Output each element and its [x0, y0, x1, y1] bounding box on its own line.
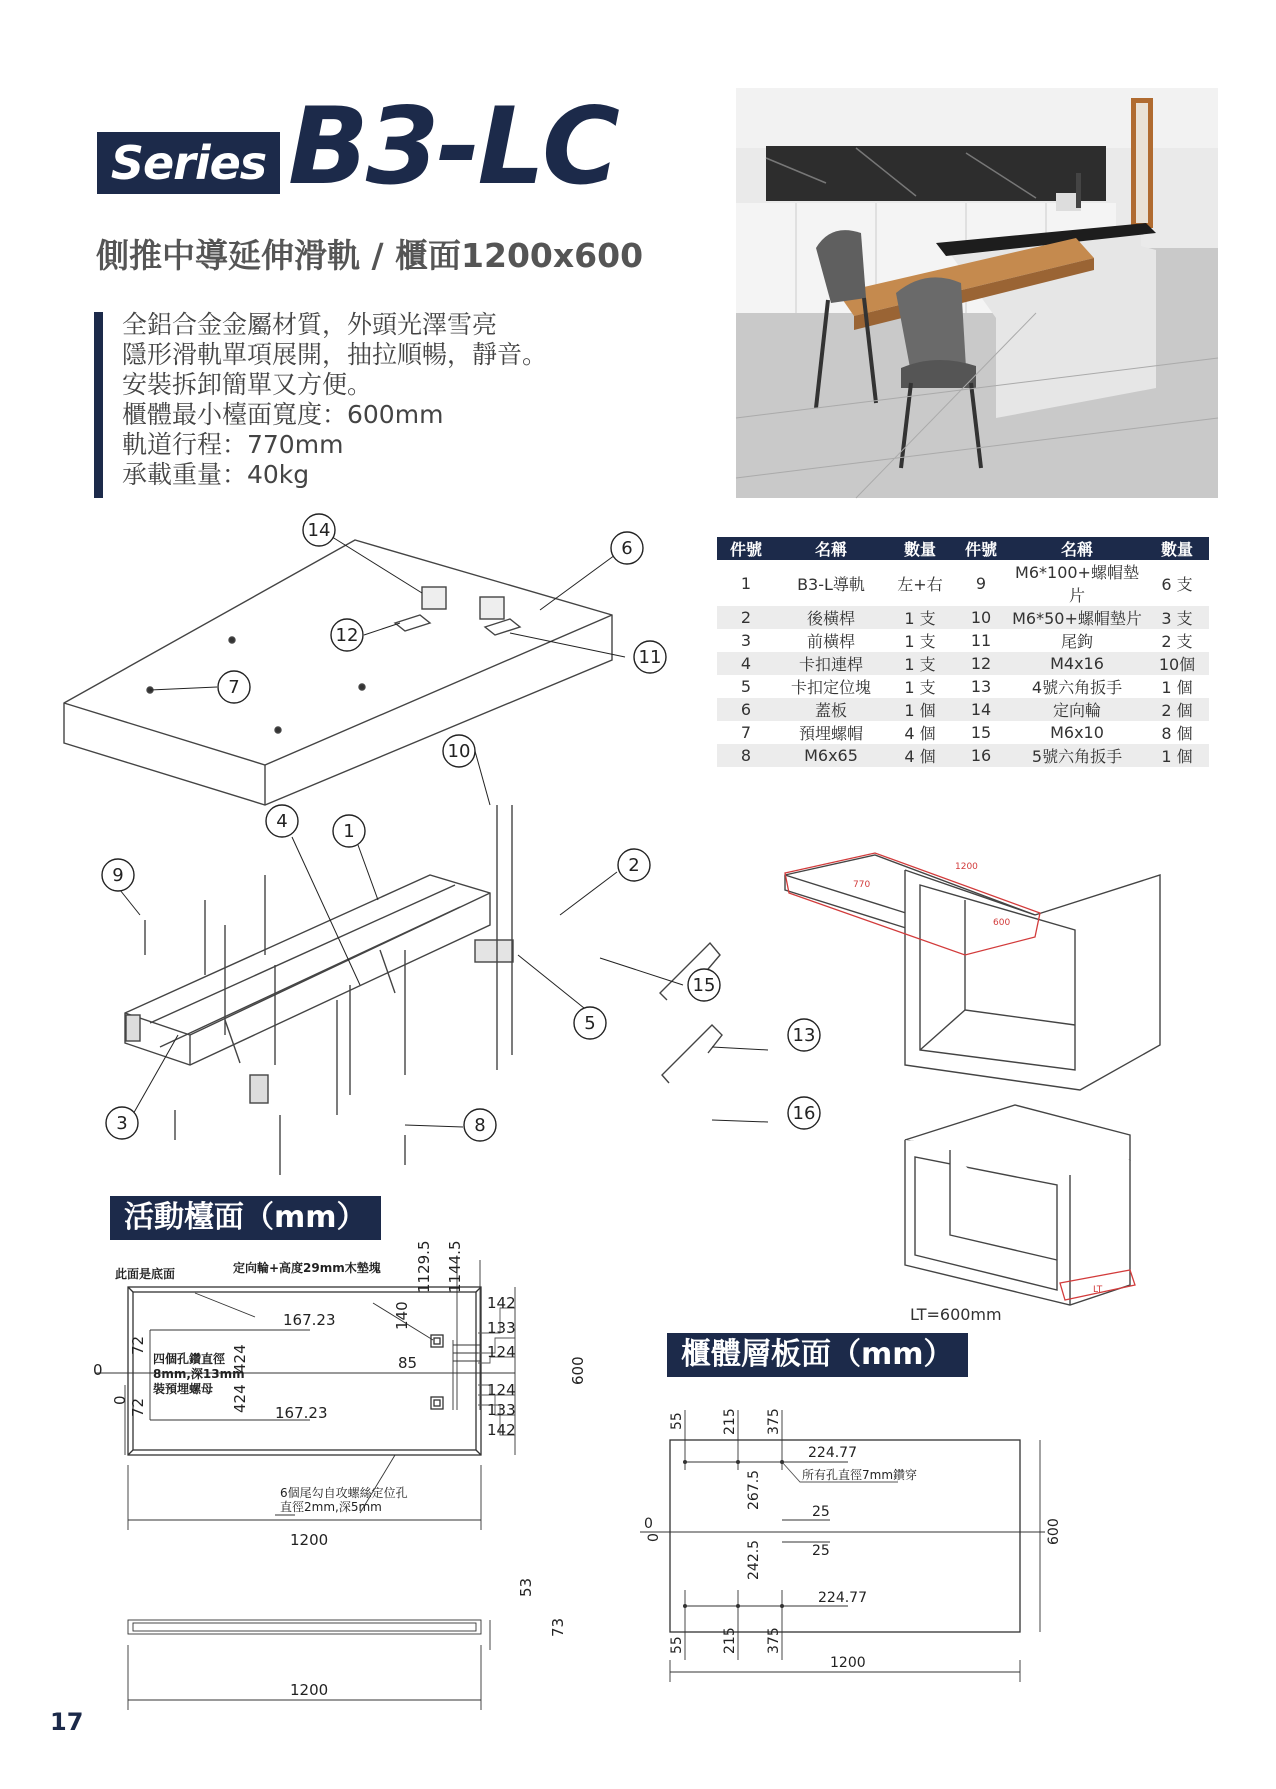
cell: 10個 [1145, 652, 1209, 675]
section-title-cabinet-shelf: 櫃體層板面（mm） [667, 1333, 968, 1377]
dim-label: 133 [487, 1401, 516, 1419]
dim-label: 224.77 [808, 1445, 857, 1461]
cell: 5 [740, 677, 752, 696]
cell: 1 個 [1161, 678, 1193, 697]
lt-note: LT=600mm [910, 1305, 1002, 1324]
table-row [717, 675, 1209, 698]
table-row [717, 629, 1209, 652]
cell: 1 支 [887, 652, 953, 675]
cell: 7 [740, 723, 752, 742]
callout-label: 16 [792, 1103, 816, 1124]
dim-label: 124 [487, 1343, 516, 1361]
cell: 4 個 [904, 724, 936, 743]
col-header: 件號 [953, 537, 1009, 560]
hole-note: 裝預埋螺母 [153, 1382, 214, 1396]
col-header: 數量 [1145, 537, 1209, 560]
cell: 5號六角扳手 [1009, 744, 1145, 767]
cell: 4 個 [887, 744, 953, 767]
dim-label: 55 [669, 1412, 685, 1430]
table-row [717, 652, 1209, 675]
cabinet-shelf-dimension-drawing [640, 1410, 1120, 1700]
cell: 12 [953, 652, 1009, 675]
hole-note: 所有孔直徑7mm鑽穿 [802, 1468, 918, 1482]
dim-label: 124 [487, 1381, 516, 1399]
table-row [717, 698, 1209, 721]
cell: 後橫桿 [775, 606, 887, 629]
table-row [717, 744, 1209, 767]
callout-label: 3 [116, 1113, 128, 1134]
feature-item: 隱形滑軌單項展開，抽拉順暢，靜音。 [122, 340, 548, 369]
cell: M6x10 [1050, 723, 1104, 742]
col-header: 數量 [887, 537, 953, 560]
cell: 3 [740, 631, 752, 650]
feature-item: 櫃體最小檯面寬度：600mm [122, 400, 444, 429]
cell: 14 [953, 698, 1009, 721]
callout-label: 15 [692, 975, 716, 996]
cell: M4x16 [1009, 652, 1145, 675]
cell: 蓋板 [775, 698, 887, 721]
cell: 1 支 [904, 632, 936, 651]
callout-label: 10 [447, 741, 471, 762]
cell: M6*50+螺帽墊片 [1009, 606, 1145, 629]
callout-label: 11 [638, 647, 662, 668]
cell: 4號六角扳手 [1031, 678, 1123, 697]
cell: 16 [953, 744, 1009, 767]
callout-label: 6 [621, 538, 633, 559]
table-row [717, 721, 1209, 744]
dim-label: 167.23 [283, 1311, 336, 1329]
dim-label: 25 [812, 1543, 830, 1559]
cabinet-isometric-drawing [775, 765, 1175, 1335]
dim-label: 73 [549, 1617, 567, 1637]
cell: 卡扣定位塊 [790, 678, 871, 697]
lt-tag: LT [1093, 1285, 1103, 1295]
page-number: 17 [50, 1708, 84, 1736]
cell: M6*100+螺帽墊片 [1015, 563, 1139, 605]
hole-note: 8mm,深13mm [153, 1367, 245, 1381]
table-row [717, 606, 1209, 629]
cell: 8 [717, 744, 775, 767]
cell: 10 [953, 606, 1009, 629]
cell: M6x65 [775, 744, 887, 767]
callout-label: 12 [335, 625, 359, 646]
col-header: 名稱 [775, 537, 887, 560]
cell: B3-L導軌 [797, 574, 865, 594]
dim-label: 1129.5 [415, 1240, 433, 1293]
cell: 1 支 [887, 606, 953, 629]
cell: 1 個 [887, 698, 953, 721]
dim-label: 142 [487, 1421, 516, 1439]
dim-label: 1144.5 [446, 1240, 464, 1293]
table-row [717, 560, 1209, 606]
callout-label: 13 [792, 1025, 816, 1046]
callout-label: 5 [584, 1013, 596, 1034]
dim-label: 215 [722, 1627, 738, 1654]
bottom-note: 此面是底面 [115, 1267, 176, 1281]
cell: 前橫桿 [806, 632, 855, 651]
dim-label: 1200 [290, 1531, 329, 1549]
counter-dim-label: 600 [993, 918, 1011, 928]
callout-label: 4 [276, 811, 288, 832]
dim-label: 85 [398, 1354, 418, 1372]
page-subtitle: 側推中導延伸滑軌 / 櫃面1200x600 [96, 236, 644, 275]
cell: 9 [975, 573, 987, 593]
callout-label: 9 [112, 865, 124, 886]
callout-label: 14 [307, 520, 331, 541]
cell: 1 [740, 573, 752, 593]
hole-note: 四個孔鑽直徑 [153, 1352, 226, 1366]
dim-label: 133 [487, 1319, 516, 1337]
feature-item: 承載重量：40kg [122, 460, 310, 489]
cell: 1 個 [1145, 744, 1209, 767]
cell: 2 [717, 606, 775, 629]
dim-label: 424 [231, 1384, 249, 1413]
callout-overlay [0, 1015, 860, 1185]
movable-top-dimension-drawing [93, 1240, 610, 1710]
cell: 15 [970, 723, 992, 742]
dim-label: 142 [487, 1294, 516, 1312]
cell: 11 [970, 631, 992, 650]
model-title: B3-LC [288, 85, 617, 208]
wheel-note: 定向輪+高度29mm木墊塊 [233, 1261, 381, 1275]
counter-dim-label: 770 [853, 880, 871, 890]
parts-table-header [717, 537, 1209, 560]
feature-list [122, 310, 547, 490]
dim-label: 375 [766, 1408, 782, 1435]
feature-item: 全鋁合金金屬材質，外頭光澤雪亮 [122, 310, 498, 339]
cell: 2 支 [1161, 632, 1193, 651]
dim-label: 167.23 [275, 1404, 328, 1422]
callout-label: 2 [628, 855, 640, 876]
cell: 2 個 [1145, 698, 1209, 721]
dim-label: 25 [812, 1504, 830, 1520]
dim-label: 600 [1046, 1518, 1062, 1545]
dim-label: 72 [129, 1335, 147, 1355]
dim-label: 0 [644, 1516, 653, 1532]
callout-label: 8 [474, 1115, 486, 1136]
dim-label: 140 [393, 1301, 411, 1330]
kitchen-product-photo [736, 88, 1218, 498]
cell: 13 [970, 677, 992, 696]
cell: 定向輪 [1009, 698, 1145, 721]
feature-item: 安裝拆卸簡單又方便。 [122, 370, 373, 399]
cell: 卡扣連桿 [775, 652, 887, 675]
screw-note: 直徑2mm,深5mm [280, 1500, 382, 1514]
dim-label: 1200 [830, 1655, 866, 1671]
feature-item: 軌道行程：770mm [122, 430, 344, 459]
cell: 8 個 [1161, 724, 1193, 743]
dim-label: 0 [111, 1395, 129, 1405]
cell: 1 支 [904, 678, 936, 697]
callout-label: 7 [228, 677, 240, 698]
dim-label: 0 [646, 1533, 662, 1542]
callout-label: 1 [343, 821, 355, 842]
section-title-movable-top: 活動檯面（mm） [110, 1196, 381, 1240]
col-header: 名稱 [1009, 537, 1145, 560]
dim-label: 424 [231, 1344, 249, 1373]
cell: 4 [717, 652, 775, 675]
series-badge: Series [97, 132, 280, 194]
cell: 3 支 [1145, 606, 1209, 629]
cell: 尾鉤 [1060, 632, 1093, 651]
screw-note: 6個尾勾自攻螺絲定位孔 [280, 1486, 408, 1500]
parts-table [717, 537, 1209, 767]
dim-label: 55 [669, 1636, 685, 1654]
dim-label: 375 [766, 1627, 782, 1654]
dim-label: 224.77 [818, 1590, 867, 1606]
cell: 6 支 [1161, 574, 1193, 594]
dim-label: 600 [569, 1356, 587, 1385]
col-header: 件號 [717, 537, 775, 560]
dim-label: 242.5 [746, 1539, 762, 1580]
feature-accent-bar [94, 312, 103, 498]
dim-label: 267.5 [746, 1469, 762, 1510]
cell: 預埋螺帽 [798, 724, 863, 743]
counter-dim-label: 1200 [955, 862, 978, 872]
dim-label: 72 [129, 1397, 147, 1417]
cell: 左+右 [897, 574, 943, 594]
dim-label: 215 [722, 1408, 738, 1435]
dim-label: 53 [517, 1577, 535, 1597]
cell: 6 [717, 698, 775, 721]
dim-label: 0 [93, 1361, 103, 1379]
dim-label: 1200 [290, 1681, 329, 1699]
